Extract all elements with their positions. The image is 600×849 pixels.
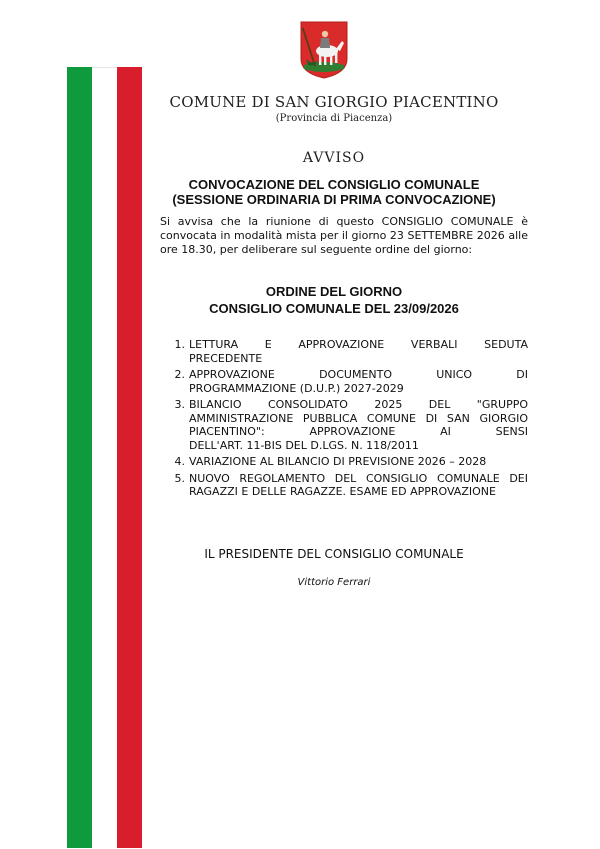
subject-line-1: CONVOCAZIONE DEL CONSIGLIO COMUNALE [188, 177, 480, 192]
agenda-item-text: VARIAZIONE AL BILANCIO DI PREVISIONE 2026 – 2028 [189, 455, 487, 468]
agenda-item-text: BILANCIO CONSOLIDATO 2025 DEL "GRUPPO AMMINISTRAZIONE PUBBLICA COMUNE DI SAN GIORGIO PIACENTINO": APPROVAZIONE AI SENSI DELL'ART. 11-BIS DEL D.LGS. N. 118/2011 [189, 398, 528, 452]
flag-red-stripe [117, 67, 142, 848]
flag-white-stripe [92, 67, 117, 849]
province-name: (Provincia di Piacenza) [275, 113, 393, 124]
agenda-item-number: 1. [174, 338, 185, 351]
convocation-subject [150, 177, 518, 207]
agenda-item-number: 2. [174, 368, 185, 381]
flag-green-stripe [67, 67, 92, 848]
municipality-name: COMUNE DI SAN GIORGIO PIACENTINO [169, 93, 499, 111]
agenda-title-line-1: ORDINE DEL GIORNO [265, 284, 403, 299]
agenda-item-number: 5. [174, 471, 185, 485]
signature-role: IL PRESIDENTE DEL CONSIGLIO COMUNALE [204, 547, 464, 561]
notice-title: AVVISO [302, 150, 366, 166]
agenda-item-text: APPROVAZIONE DOCUMENTO UNICO DI PROGRAMMAZIONE (D.U.P.) 2027-2029 [189, 368, 528, 395]
agenda-title-line-2: CONSIGLIO COMUNALE DEL 23/09/2026 [209, 301, 459, 316]
agenda-item [163, 472, 528, 499]
agenda-item [163, 338, 528, 365]
agenda-item [163, 455, 528, 469]
intro-paragraph: Si avvisa che la riunione di questo CONSIGLIO COMUNALE è convocata in modalità mista per il giorno 23 SETTEMBRE 2026 alle ore 18.30, per deliberare sul seguente ordine del giorno: [160, 215, 528, 256]
agenda-item-text: LETTURA E APPROVAZIONE VERBALI SEDUTA PRECEDENTE [189, 338, 528, 365]
agenda-list [163, 338, 528, 502]
agenda-title [150, 283, 518, 317]
agenda-item [163, 368, 528, 395]
agenda-item-number: 3. [174, 398, 185, 411]
subject-line-2: (SESSIONE ORDINARIA DI PRIMA CONVOCAZIONE) [172, 192, 496, 207]
agenda-item-number: 4. [174, 455, 185, 468]
signature-name: Vittorio Ferrari [297, 577, 371, 588]
agenda-item [163, 398, 528, 452]
italian-flag-band [67, 67, 142, 848]
coat-of-arms-icon [300, 21, 348, 79]
agenda-item-text: NUOVO REGOLAMENTO DEL CONSIGLIO COMUNALE DEI RAGAZZI E DELLE RAGAZZE. ESAME ED APPROVAZIONE [189, 471, 528, 498]
